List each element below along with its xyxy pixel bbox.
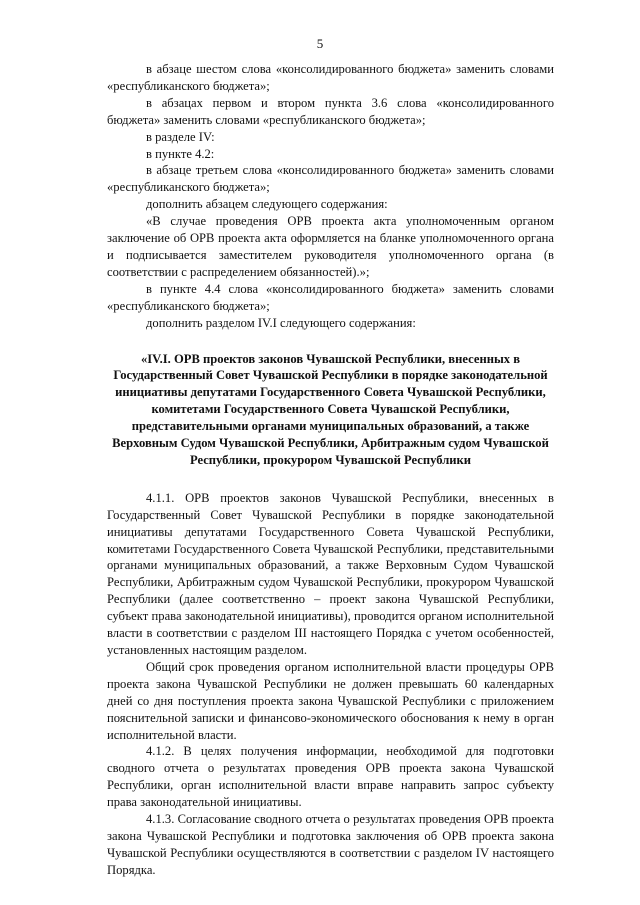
paragraph: в абзаце третьем слова «консолидированного бюджета» заменить словами «республиканского бюджета»; <box>107 163 554 195</box>
paragraph: дополнить разделом IV.I следующего содержания: <box>146 315 416 330</box>
paragraph: в абзаце шестом слова «консолидированного бюджета» заменить словами «республиканского бюджета»; <box>107 62 554 93</box>
paragraph: «В случае проведения ОРВ проекта акта уполномоченным органом заключение об ОРВ проекта акта оформляется на бланке уполномоченного органа и подписывается заместителем руководителя уполномоченного органа (в соответствии с распределением обязанностей).»; <box>107 214 554 279</box>
document-body <box>107 61 554 879</box>
section-heading-text: «IV.I. ОРВ проектов законов Чувашской Республики, внесенных в Государственный Совет Чувашской Республики в порядке законодательной инициативы депутатами Государственного Совета Чувашской Республики, комитетами Государственного Совета Чувашской Республики, представительными органами муниципальных образований, а также Верховным Судом Чувашской Республики, Арбитражным судом Чувашской Республики, прокурором Чувашской Республики <box>112 351 549 467</box>
paragraph: в разделе IV: <box>146 129 215 144</box>
paragraph: 4.1.1. ОРВ проектов законов Чувашской Республики, внесенных в Государственный Совет Чувашской Республики в порядке законодательной инициативы депутатами Государственного Совета Чувашской Республики, комитетами Государственного Совета Чувашской Республики, представительными органами муниципальных образований, а также Верховным Судом Чувашской Республики, Арбитражным судом Чувашской Республики, прокурором Чувашской Республики (далее соответственно – проект закона Чувашской Республики, субъект права законодательной инициативы), проводится органом исполнительной власти в соответствии с разделом III настоящего Порядка с учетом особенностей, установленных настоящим разделом. <box>107 490 554 657</box>
paragraph: в абзацах первом и втором пункта 3.6 слова «консолидированного бюджета» заменить словами «республиканского бюджета»; <box>107 95 554 127</box>
paragraph: в пункте 4.2: <box>146 146 215 161</box>
paragraph: в пункте 4.4 слова «консолидированного бюджета» заменить словами «республиканского бюджета»; <box>107 281 554 313</box>
section-heading <box>107 351 554 469</box>
paragraph: дополнить абзацем следующего содержания: <box>146 197 388 212</box>
page-number: 5 <box>316 36 324 51</box>
paragraph: 4.1.3. Согласование сводного отчета о результатах проведения ОРВ проекта закона Чувашской Республики и подготовка заключения об ОРВ проекта закона Чувашской Республики осуществляются в соответствии с разделом IV настоящего Порядка. <box>107 812 554 877</box>
paragraph: 4.1.2. В целях получения информации, необходимой для подготовки сводного отчета о результатах проведения ОРВ проекта закона Чувашской Республики, орган исполнительной власти вправе направить запрос субъекту права законодательной инициативы. <box>107 744 554 810</box>
paragraph: Общий срок проведения органом исполнительной власти процедуры ОРВ проекта закона Чувашской Республики не должен превышать 60 календарных дней со дня поступления проекта закона Чувашской Республики с приложением пояснительной записки и финансово-экономического обоснования к нему в орган исполнительной власти. <box>107 659 554 742</box>
